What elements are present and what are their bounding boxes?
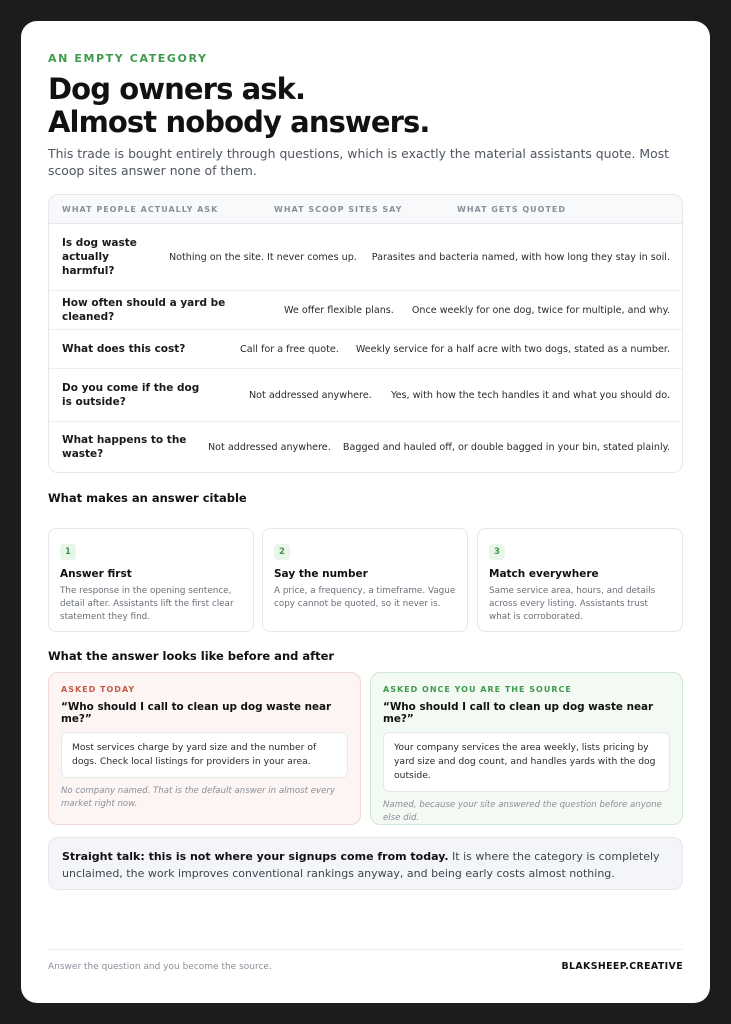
compare-section-title: What the answer looks like before and after <box>48 649 335 663</box>
table-row <box>49 291 682 330</box>
header-quoted: WHAT GETS QUOTED <box>457 205 567 214</box>
callout-bold: Straight talk: this is not where your signups come from today. <box>62 850 449 863</box>
row-say: Not addressed anywhere. <box>249 389 372 401</box>
row-quoted: Yes, with how the tech handles it and what you should do. <box>391 389 670 401</box>
step-number-badge: 3 <box>489 544 505 560</box>
footer-tagline: Answer the question and you become the source. <box>48 962 272 972</box>
after-question: “Who should I call to clean up dog waste near me?” <box>383 701 654 725</box>
after-answer: Your company services the area weekly, lists pricing by yard size and dog count, and handles yards with the dog outside. <box>383 732 670 792</box>
table-row <box>49 369 682 422</box>
before-answer: Most services charge by yard size and the number of dogs. Check local listings for providers in your area. <box>61 732 348 778</box>
page-card <box>21 21 710 1003</box>
after-panel <box>370 672 683 825</box>
step-card <box>477 528 683 632</box>
row-say: Call for a free quote. <box>240 343 339 355</box>
step-title: Answer first <box>60 568 132 580</box>
row-quoted: Weekly service for a half acre with two dogs, stated as a number. <box>355 343 670 355</box>
questions-table <box>48 194 683 473</box>
step-title: Say the number <box>274 568 368 580</box>
eyebrow-label: AN EMPTY CATEGORY <box>48 52 208 65</box>
row-quoted: Once weekly for one dog, twice for multiple, and why. <box>411 304 670 316</box>
footer-divider <box>48 949 683 950</box>
row-ask: What does this cost? <box>62 343 186 355</box>
step-body: The response in the opening sentence, detail after. Assistants lift the first clear statement they find. <box>60 586 234 622</box>
after-note: Named, because your site answered the question before anyone else did. <box>383 800 662 823</box>
headline-line-2: Almost nobody answers. <box>48 105 430 139</box>
before-label: ASKED TODAY <box>61 685 136 694</box>
citable-section-title: What makes an answer citable <box>48 491 247 505</box>
headline-line-1: Dog owners ask. <box>48 72 306 106</box>
row-say: Nothing on the site. It never comes up. <box>169 251 357 263</box>
before-note: No company named. That is the default answer in almost every market right now. <box>61 786 335 809</box>
table-row <box>49 422 682 472</box>
row-ask: What happens to the waste? <box>62 434 187 460</box>
straight-talk-callout <box>48 837 683 890</box>
after-label: ASKED ONCE YOU ARE THE SOURCE <box>383 685 572 694</box>
footer-brand-logo: BLAKSHEEP.CREATIVE <box>561 961 683 972</box>
step-number-badge: 1 <box>60 544 76 560</box>
row-ask: Is dog waste actually harmful? <box>62 237 137 277</box>
row-quoted: Bagged and hauled off, or double bagged in your bin, stated plainly. <box>342 441 670 453</box>
row-ask: How often should a yard be cleaned? <box>62 297 226 323</box>
step-card <box>48 528 254 632</box>
table-header <box>49 195 682 224</box>
table-row <box>49 330 682 369</box>
citable-steps <box>48 528 683 632</box>
row-say: We offer flexible plans. <box>284 304 394 316</box>
header-ask: WHAT PEOPLE ACTUALLY ASK <box>62 205 219 214</box>
table-row <box>49 224 682 291</box>
step-body: Same service area, hours, and details across every listing. Assistants trust what is corroborated. <box>489 586 656 622</box>
before-panel <box>48 672 361 825</box>
before-question: “Who should I call to clean up dog waste near me?” <box>61 701 332 725</box>
step-number-badge: 2 <box>274 544 290 560</box>
before-after-comparison <box>48 672 683 825</box>
page-title <box>48 73 429 139</box>
step-title: Match everywhere <box>489 568 599 580</box>
header-say: WHAT SCOOP SITES SAY <box>274 205 403 214</box>
step-card <box>262 528 468 632</box>
row-ask: Do you come if the dog is outside? <box>62 382 200 408</box>
row-say: Not addressed anywhere. <box>208 441 331 453</box>
subtitle: This trade is bought entirely through questions, which is exactly the material assistants quote. Most scoop sites answer none of them. <box>48 146 670 178</box>
step-body: A price, a frequency, a timeframe. Vague copy cannot be quoted, so it never is. <box>274 586 456 609</box>
row-quoted: Parasites and bacteria named, with how long they stay in soil. <box>371 251 670 263</box>
callout-text: It is where the category is completely unclaimed, the work improves conventional rankings anyway, and being early costs almost nothing. <box>62 850 660 880</box>
